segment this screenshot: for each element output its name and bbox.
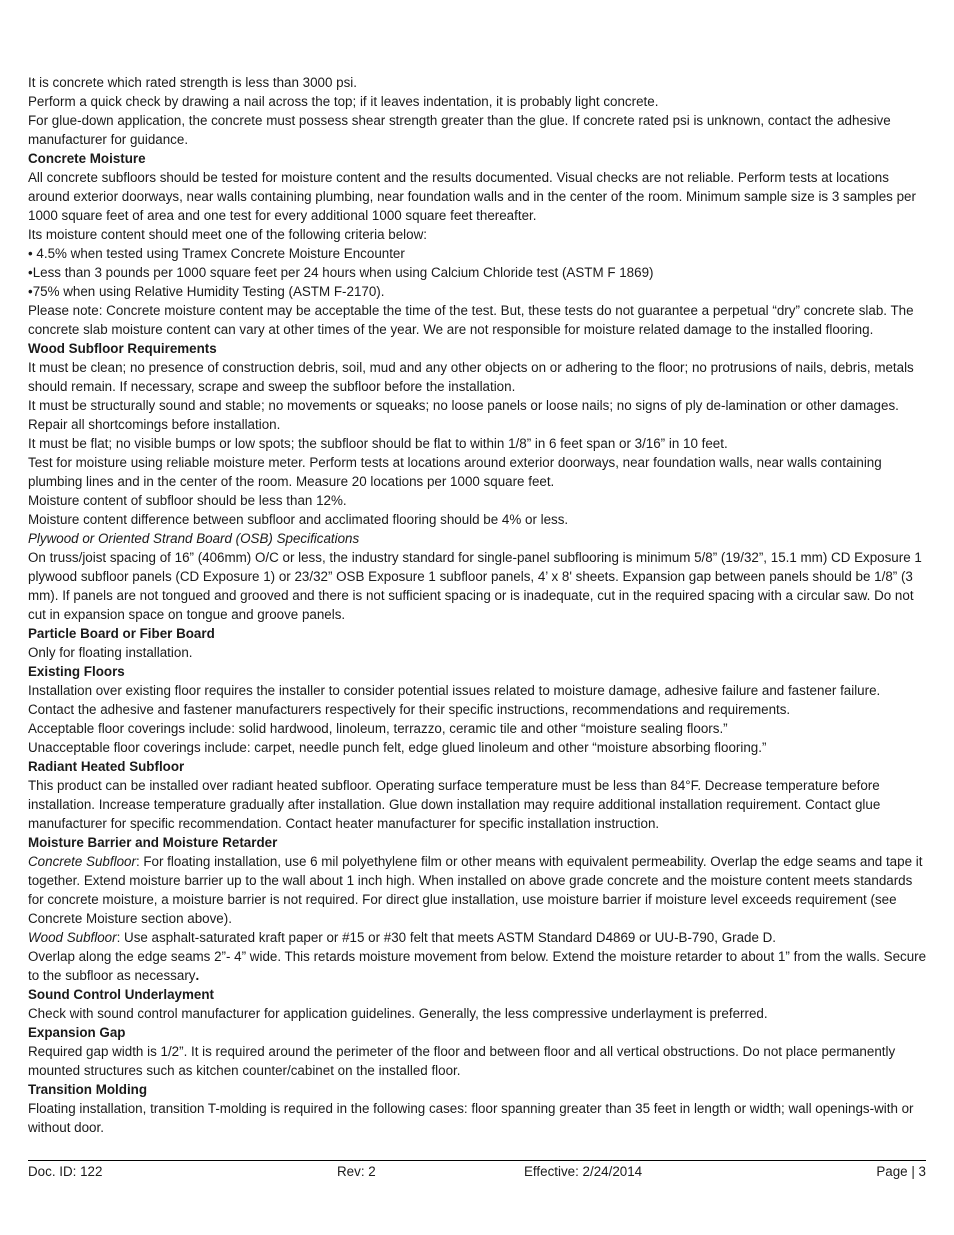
section-heading: Concrete Moisture: [28, 151, 146, 166]
paragraph: [28, 947, 928, 985]
paragraph: Test for moisture using reliable moisture meter. Perform tests at locations around exterior doorways, near foundation walls, near walls containing plumbing lines and in the center of the room. Measure 20 locations per 1000 square feet.: [28, 455, 882, 489]
paragraph-text: : Use asphalt-saturated kraft paper or #15 or #30 felt that meets ASTM Standard D4869 or UU-B-790, Grade D.: [116, 930, 777, 945]
paragraph: [28, 928, 928, 947]
footer-doc-id: Doc. ID: 122: [28, 1164, 103, 1179]
section-heading: Radiant Heated Subfloor: [28, 759, 185, 774]
paragraph: It is concrete which rated strength is less than 3000 psi.: [28, 75, 357, 90]
section-heading: Moisture Barrier and Moisture Retarder: [28, 835, 278, 850]
paragraph: Acceptable floor coverings include: solid hardwood, linoleum, terrazzo, ceramic tile and other “moisture sealing floors.”: [28, 721, 728, 736]
paragraph: Its moisture content should meet one of the following criteria below:: [28, 227, 427, 242]
paragraph: All concrete subfloors should be tested for moisture content and the results documented. Visual checks are not reliable. Perform tests at locations around exterior doorways, near walls containing plumbing, near foundation walls and in the center of the room. Minimum sample size is 3 samples per 1000 square feet of area and one test for every additional 1000 square feet thereafter.: [28, 170, 916, 223]
paragraph: [28, 852, 928, 928]
paragraph-lead: Concrete Subfloor: [28, 854, 136, 869]
footer-page-number: Page | 3: [876, 1164, 926, 1179]
section-heading: Transition Molding: [28, 1082, 148, 1097]
paragraph: This product can be installed over radiant heated subfloor. Operating surface temperature must be less than 84°F. Decrease temperature before installation. Increase temperature gradually after installation. Glue down installation may require additional installation requirement. Contact glue manufacturer for specific recommendation. Contact heater manufacturer for specific installation instruction.: [28, 778, 881, 831]
paragraph: Check with sound control manufacturer for application guidelines. Generally, the less compressive underlayment is preferred.: [28, 1006, 768, 1021]
page-footer: [28, 1160, 926, 1183]
paragraph: It must be structurally sound and stable; no movements or squeaks; no loose panels or loose nails; no signs of ply de-lamination or other damages. Repair all shortcomings before installation.: [28, 398, 899, 432]
paragraph: •75% when using Relative Humidity Testing (ASTM F-2170).: [28, 284, 385, 299]
paragraph: Please note: Concrete moisture content may be acceptable the time of the test. But, these tests do not guarantee a perpetual “dry” concrete slab. The concrete slab moisture content can vary at other times of the year. We are not responsible for moisture related damage to the installed flooring.: [28, 303, 914, 337]
paragraph: Required gap width is 1/2”. It is required around the perimeter of the floor and between floor and all vertical obstructions. Do not place permanently mounted structures such as kitchen counter/cabinet on the installed floor.: [28, 1044, 896, 1078]
paragraph: Only for floating installation.: [28, 645, 193, 660]
paragraph: Floating installation, transition T-molding is required in the following cases: floor spanning greater than 35 feet in length or width; wall openings-with or without door.: [28, 1101, 914, 1135]
section-heading: Expansion Gap: [28, 1025, 126, 1040]
paragraph: For glue-down application, the concrete must possess shear strength greater than the glue. If concrete rated psi is unknown, contact the adhesive manufacturer for guidance.: [28, 113, 891, 147]
paragraph: Moisture content difference between subfloor and acclimated flooring should be 4% or less.: [28, 512, 569, 527]
paragraph-tail: .: [195, 968, 200, 983]
section-heading: Existing Floors: [28, 664, 125, 679]
document-body: [28, 73, 928, 1137]
paragraph-text: : For floating installation, use 6 mil polyethylene film or other means with equivalent permeability. Overlap the edge seams and tape it together. Extend moisture barrier up to the wall about 1 inch high. When installed on above grade concrete and the moisture content meets standards for concrete moisture, a moisture barrier is not required. For direct glue installation, use moisture barrier if moisture level exceeds requirement (see Concrete Moisture section above).: [28, 854, 923, 926]
paragraph: It must be clean; no presence of construction debris, soil, mud and any other objects on or adhering to the floor; no protrusions of nails, debris, metals should remain. If necessary, scrape and sweep the subfloor before the installation.: [28, 360, 914, 394]
paragraph: Unacceptable floor coverings include: carpet, needle punch felt, edge glued linoleum and other “moisture absorbing flooring.”: [28, 740, 767, 755]
footer-effective-date: Effective: 2/24/2014: [524, 1164, 643, 1179]
paragraph: •Less than 3 pounds per 1000 square feet per 24 hours when using Calcium Chloride test (ASTM F 1869): [28, 265, 654, 280]
paragraph: • 4.5% when tested using Tramex Concrete Moisture Encounter: [28, 246, 405, 261]
paragraph-lead: Wood Subfloor: [28, 930, 117, 945]
footer-revision: Rev: 2: [337, 1164, 376, 1179]
paragraph: Installation over existing floor requires the installer to consider potential issues related to moisture damage, adhesive failure and fastener failure. Contact the adhesive and fastener manufacturers respectively for their specific instructions, recommendations and requirements.: [28, 683, 881, 717]
subsection-heading: Plywood or Oriented Strand Board (OSB) Specifications: [28, 531, 360, 546]
section-heading: Sound Control Underlayment: [28, 987, 214, 1002]
paragraph: On truss/joist spacing of 16” (406mm) O/C or less, the industry standard for single-panel subflooring is minimum 5/8” (19/32”, 15.1 mm) CD Exposure 1 plywood subfloor panels (CD Exposure 1) or 23/32” OSB Exposure 1 subfloor panels, 4’ x 8' sheets. Expansion gap between panels should be 1/8” (3 mm). If panels are not tongued and grooved and there is not sufficient spacing or is inadequate, cut in the required spacing with a circular saw. Do not cut in expansion space on tongue and groove panels.: [28, 550, 922, 622]
section-heading: Wood Subfloor Requirements: [28, 341, 217, 356]
section-heading: Particle Board or Fiber Board: [28, 626, 215, 641]
paragraph: It must be flat; no visible bumps or low spots; the subfloor should be flat to within 1/8” in 6 feet span or 3/16” in 10 feet.: [28, 436, 728, 451]
paragraph: Moisture content of subfloor should be less than 12%.: [28, 493, 347, 508]
paragraph-text: Overlap along the edge seams 2”- 4” wide. This retards moisture movement from below. Extend the moisture retarder to about 1” from the walls. Secure to the subfloor as necessary: [28, 949, 927, 983]
paragraph: Perform a quick check by drawing a nail across the top; if it leaves indentation, it is probably light concrete.: [28, 94, 659, 109]
